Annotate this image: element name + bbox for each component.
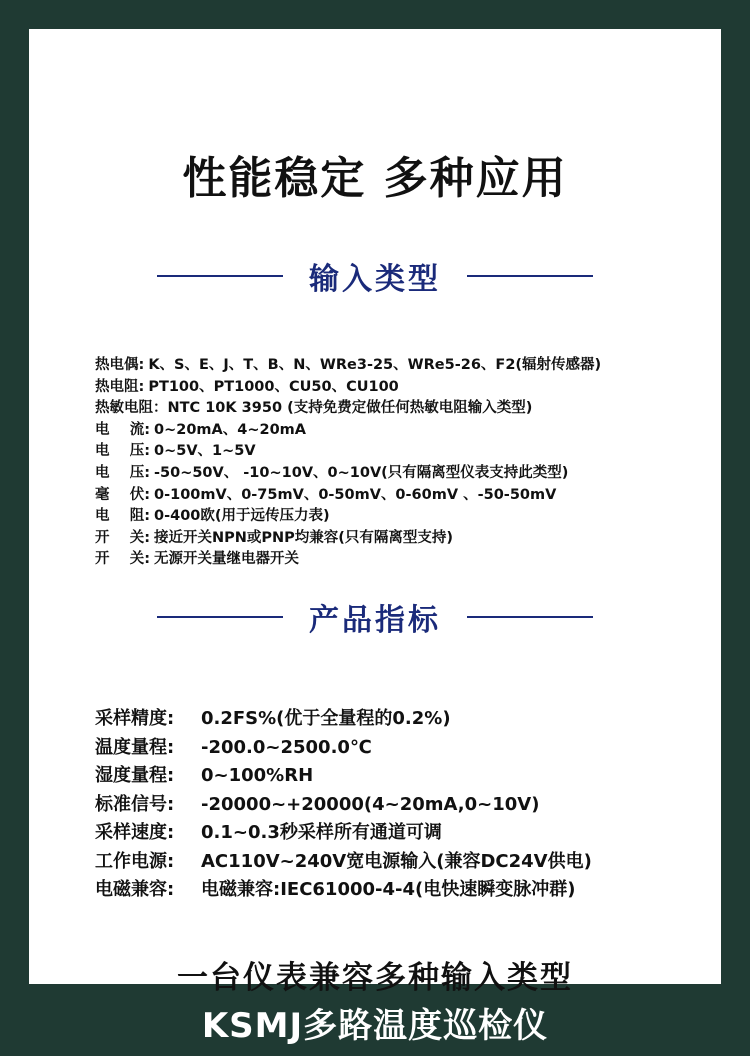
spec-item <box>95 705 592 734</box>
spec-label: 电磁兼容: <box>95 879 175 900</box>
spec-value: 0.1~0.3秒采样所有通道可调 <box>201 822 442 843</box>
item-label: 热电阻: <box>95 378 145 395</box>
item-label: 开 关: <box>95 529 150 546</box>
item-label: 热电偶: <box>95 357 145 373</box>
item-label: 热敏电阻： <box>95 400 168 417</box>
list-item <box>95 528 601 550</box>
item-value: -50~50V、 -10~10V、0~10V(只有隔离型仪表支持此类型) <box>154 464 569 481</box>
list-item <box>95 377 601 399</box>
list-item <box>95 441 601 463</box>
item-label: 毫 伏: <box>95 486 150 503</box>
list-item <box>95 549 601 571</box>
divider-right <box>467 616 593 618</box>
divider-left <box>157 616 283 618</box>
spec-item <box>95 848 592 877</box>
list-item <box>95 463 601 485</box>
item-value: 0~20mA、4~20mA <box>154 421 306 438</box>
section-heading-input <box>29 256 721 296</box>
spec-label: 湿度量程: <box>95 765 175 786</box>
list-item <box>95 355 601 377</box>
spec-item <box>95 791 592 820</box>
list-item <box>95 485 601 507</box>
spec-item <box>95 734 592 763</box>
spec-label: 采样精度: <box>95 708 175 729</box>
main-title: 性能稳定 多种应用 <box>182 153 568 204</box>
spec-value: 电磁兼容:IEC61000-4-4(电快速瞬变脉冲群) <box>201 879 576 900</box>
spec-value: 0.2FS%(优于全量程的0.2%) <box>201 708 451 729</box>
spec-item <box>95 819 592 848</box>
section-heading-spec <box>29 597 721 637</box>
spec-label: 工作电源: <box>95 850 175 872</box>
spec-label: 采样速度: <box>95 822 175 843</box>
item-value: 0~5V、1~5V <box>154 443 256 460</box>
spec-item <box>95 876 592 905</box>
content-card <box>29 29 721 996</box>
input-type-list <box>95 355 601 571</box>
spec-item <box>95 762 592 791</box>
section-title: 输入类型 <box>309 262 441 297</box>
item-label: 电 阻: <box>95 508 150 525</box>
item-value: 0-400欧(用于远传压力表) <box>154 508 330 525</box>
tagline: 一台仪表兼容多种输入类型 <box>177 960 573 996</box>
item-value: 无源开关量继电器开关 <box>154 551 299 568</box>
item-label: 电 压: <box>95 443 150 460</box>
item-value: 0-100mV、0-75mV、0-50mV、0-60mV 、-50-50mV <box>154 486 557 503</box>
divider-right <box>467 275 593 277</box>
footer-product-name: KSMJ多路温度巡检仪 <box>201 1006 549 1046</box>
spec-label: 标准信号: <box>95 793 175 815</box>
item-value: PT100、PT1000、CU50、CU100 <box>148 378 399 395</box>
spec-value: AC110V~240V宽电源输入(兼容DC24V供电) <box>201 850 592 872</box>
divider-left <box>157 275 283 277</box>
item-label: 开 关: <box>95 551 150 568</box>
item-label: 电 压: <box>95 464 150 481</box>
spec-value: -200.0~2500.0℃ <box>201 736 372 758</box>
spec-value: 0~100%RH <box>201 765 314 786</box>
list-item <box>95 420 601 442</box>
spec-list <box>95 705 592 905</box>
item-value: NTC 10K 3950 (支持免费定做任何热敏电阻输入类型) <box>167 400 533 417</box>
item-value: 接近开关NPN或PNP均兼容(只有隔离型支持) <box>154 529 454 546</box>
list-item <box>95 506 601 528</box>
item-label: 电 流: <box>95 421 150 438</box>
spec-label: 温度量程: <box>95 736 175 758</box>
list-item <box>95 398 601 420</box>
spec-value: -20000~+20000(4~20mA,0~10V) <box>201 793 540 815</box>
item-value: K、S、E、J、T、B、N、WRe3-25、WRe5-26、F2(辐射传感器) <box>148 357 602 373</box>
section-title: 产品指标 <box>309 603 441 638</box>
